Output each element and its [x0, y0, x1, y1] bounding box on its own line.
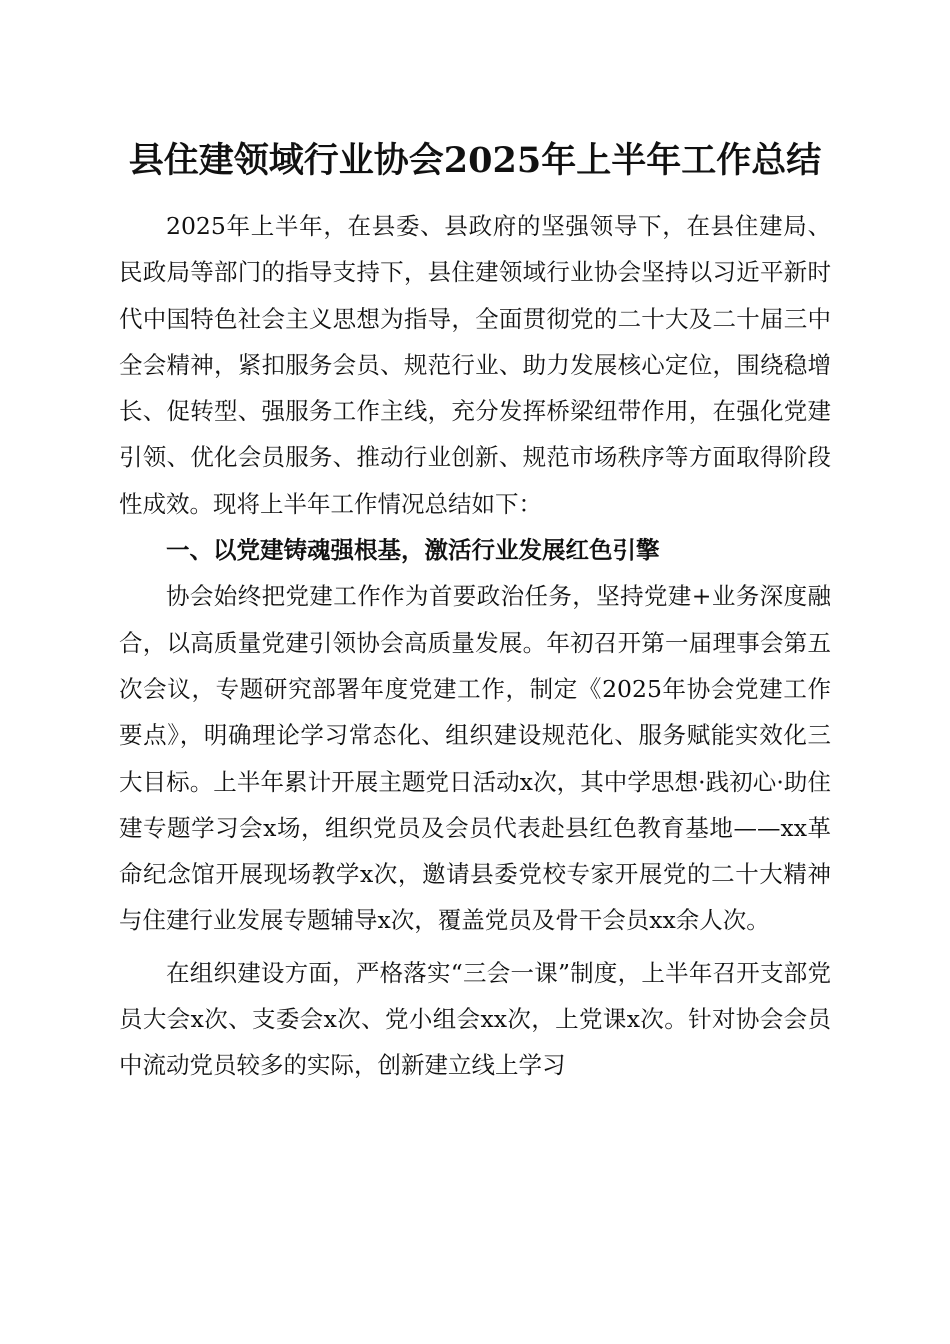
intro-paragraph: 2025年上半年，在县委、县政府的坚强领导下，在县住建局、民政局等部门的指导支持下，县住建领域行业协会坚持以习近平新时代中国特色社会主义思想为指导，全面贯彻党的二十大及二十届三中全会精神，紧扣服务会员、规范行业、助力发展核心定位，围绕稳增长、促转型、强服务工作主线，充分发挥桥梁纽带作用，在强化党建引领、优化会员服务、推动行业创新、规范市场秩序等方面取得阶段性成效。现将上半年工作情况总结如下：	[119, 212, 831, 518]
section-1-paragraph-2: 在组织建设方面，严格落实“三会一课”制度，上半年召开支部党员大会x次、支委会x次、党小组会xx次，上党课x次。针对协会会员中流动党员较多的实际，创新建立线上学习	[119, 958, 831, 1080]
section-1-heading: 一、以党建铸魂强根基，激活行业发展红色引擎	[166, 536, 660, 565]
document-title: 县住建领域行业协会2025年上半年工作总结	[128, 140, 822, 181]
section-1-paragraph-1: 协会始终把党建工作作为首要政治任务，坚持党建+业务深度融合，以高质量党建引领协会高质量发展。年初召开第一届理事会第五次会议，专题研究部署年度党建工作，制定《2025年协会党建工作要点》，明确理论学习常态化、组织建设规范化、服务赋能实效化三大目标。上半年累计开展主题党日活动x次，其中学思想·践初心·助住建专题学习会x场，组织党员及会员代表赴县红色教育基地——xx革命纪念馆开展现场教学x次，邀请县委党校专家开展党的二十大精神与住建行业发展专题辅导x次，覆盖党员及骨干会员xx余人次。	[119, 582, 831, 935]
document-body	[119, 203, 831, 1089]
